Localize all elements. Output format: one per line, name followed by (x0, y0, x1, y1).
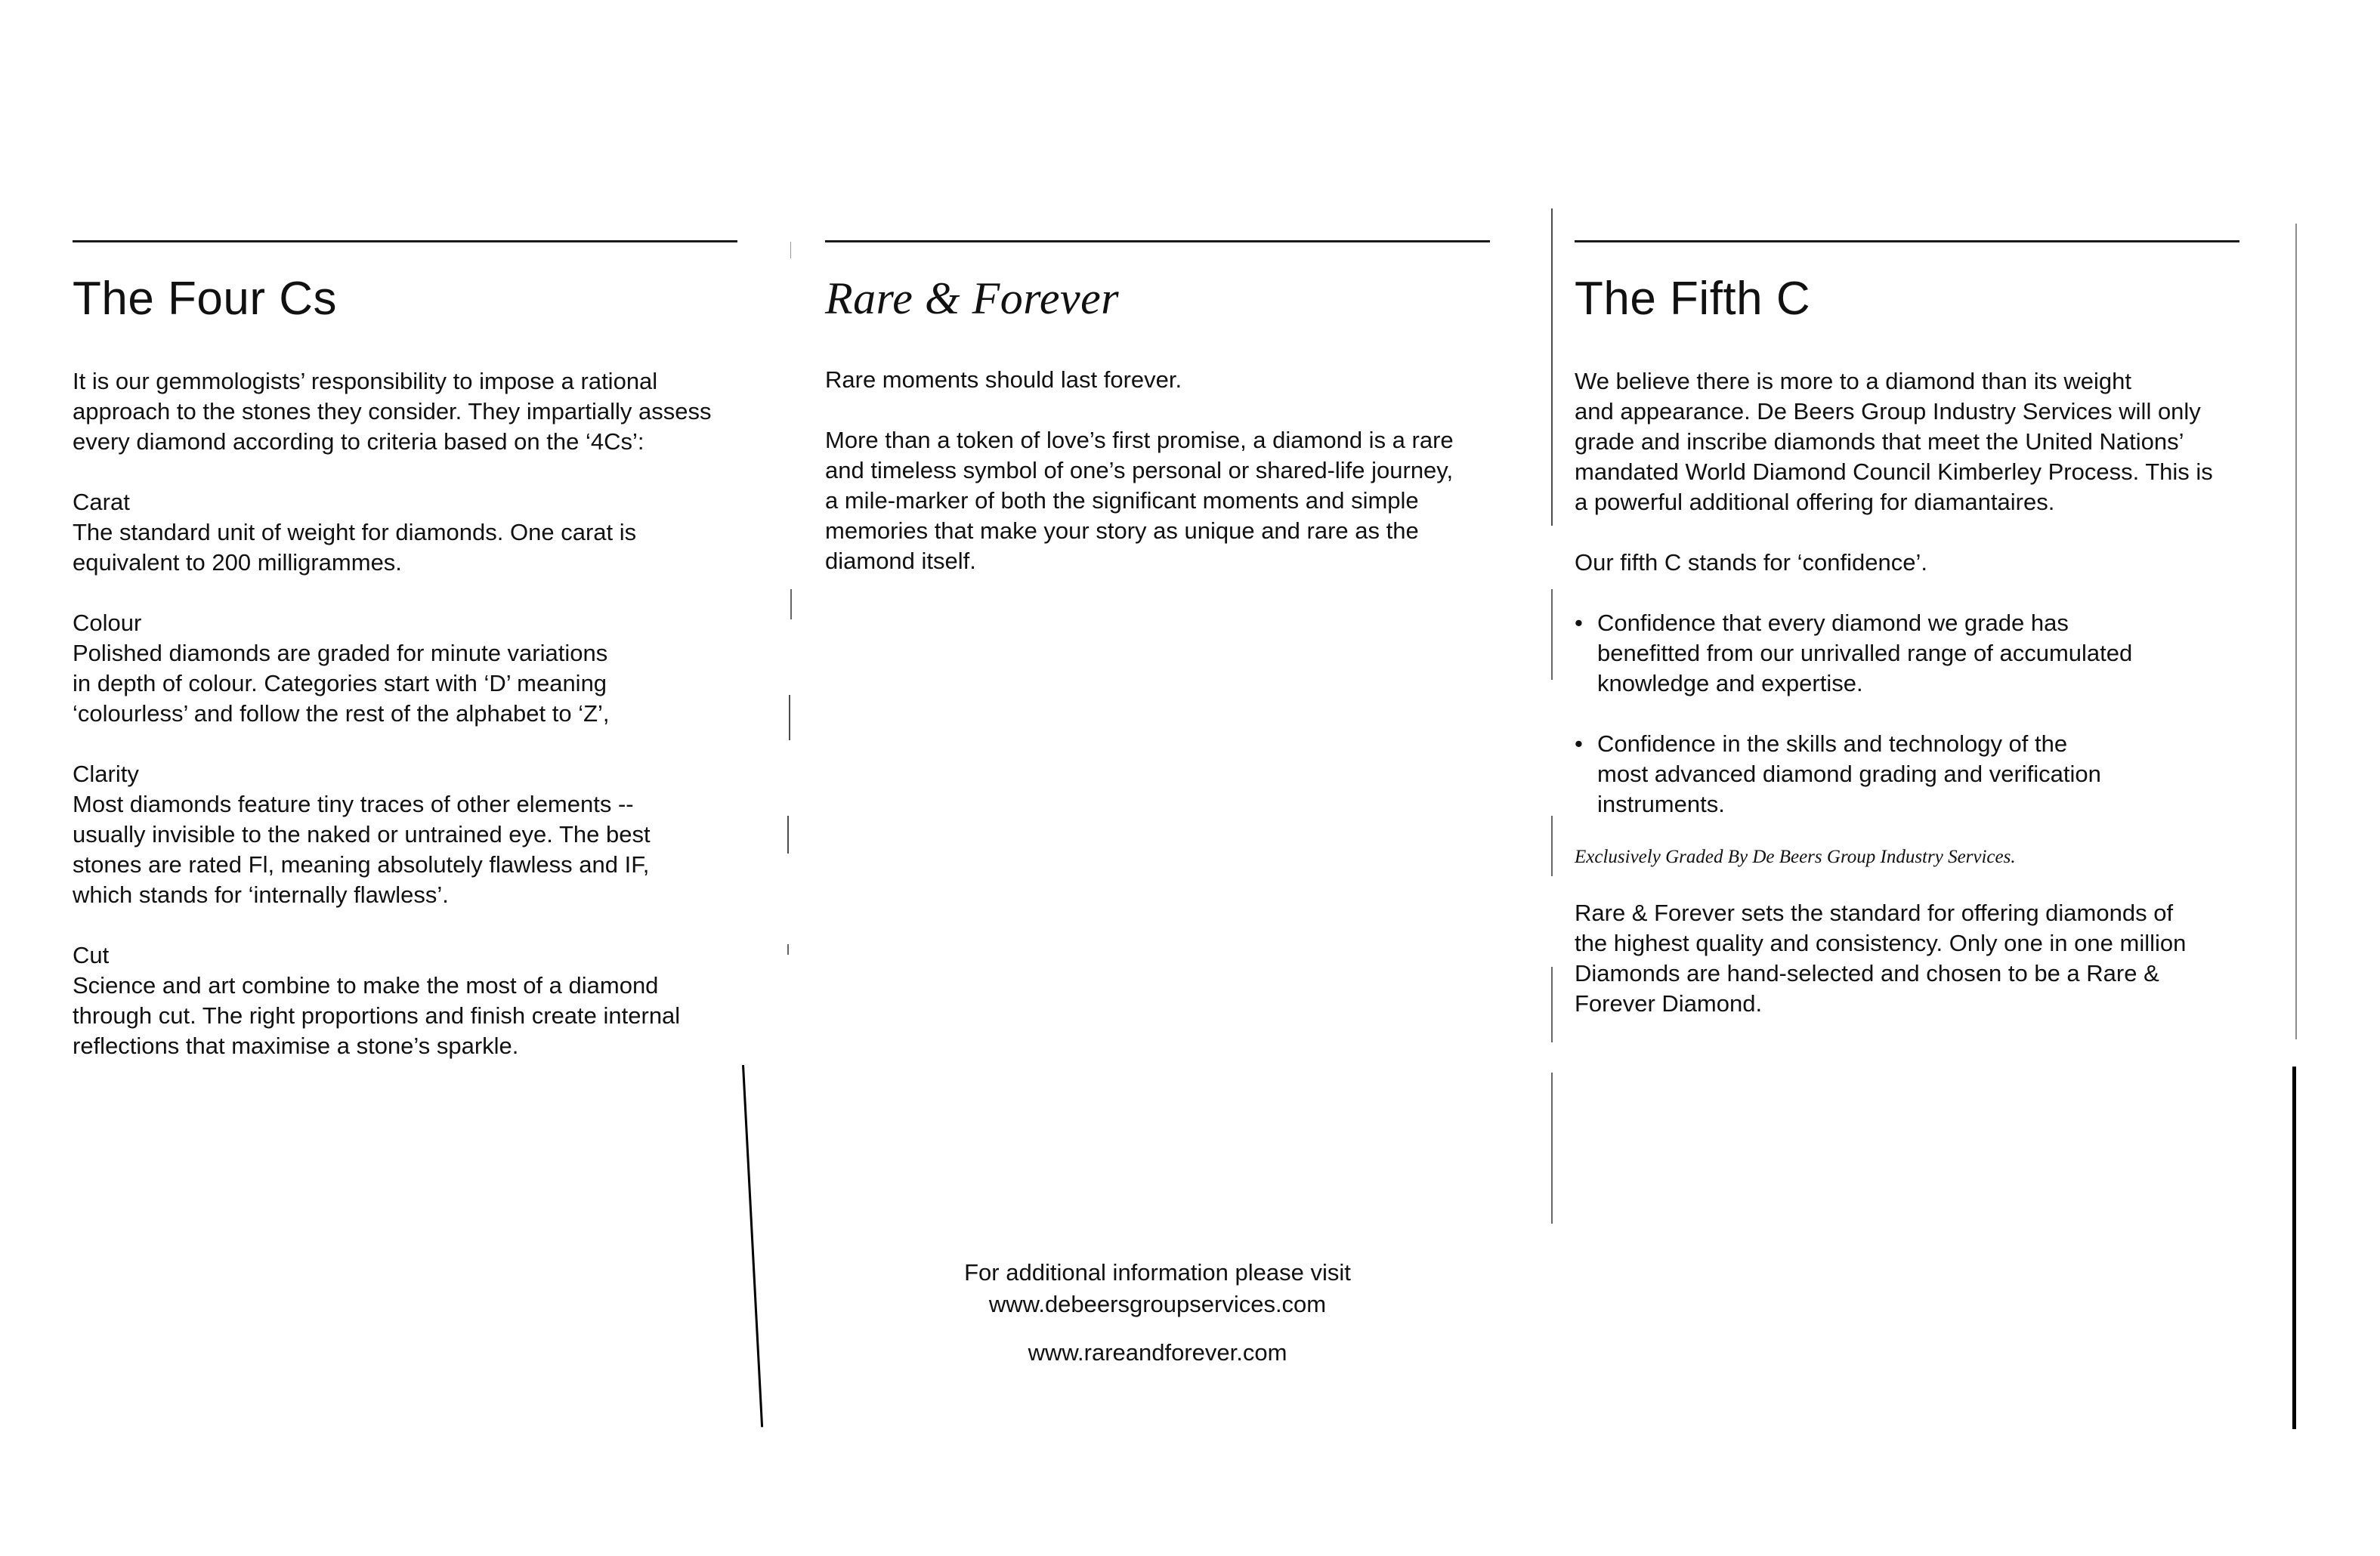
top-rule (1575, 240, 2239, 242)
clarity-line: stones are rated Fl, meaning absolutely flawless and IF, (73, 851, 650, 878)
closing-line: the highest quality and consistency. Only one in one million (1575, 930, 2187, 956)
fold-mark (789, 695, 790, 740)
four-cs-title: The Four Cs (73, 273, 338, 325)
intro-line: a powerful additional offering for diamantaires. (1575, 489, 2055, 515)
bullet-line: Confidence that every diamond we grade has (1597, 610, 2069, 636)
contact-footer (825, 1257, 1490, 1369)
fold-mark (787, 944, 789, 955)
intro-line: We believe there is more to a diamond than its weight (1575, 368, 2131, 394)
body-line: memories that make your story as unique and rare as the (825, 517, 1419, 544)
colour-line: Polished diamonds are graded for minute variations (73, 640, 608, 666)
top-rule (73, 240, 737, 242)
bullet-line: knowledge and expertise. (1597, 670, 1863, 696)
body-line: a mile-marker of both the significant moments and simple (825, 487, 1419, 514)
carat-line: The standard unit of weight for diamonds. One carat is (73, 519, 637, 545)
cut-heading: Cut (73, 942, 110, 968)
fold-mark (1551, 1073, 1553, 1224)
fifth-c-panel (1575, 240, 2239, 1019)
clarity-line: usually invisible to the naked or untrained eye. The best (73, 821, 651, 847)
bullet-line: Confidence in the skills and technology of the (1597, 730, 2068, 757)
exclusive-note: Exclusively Graded By De Beers Group Industry Services. (1575, 847, 2016, 867)
fold-mark (1551, 208, 1553, 526)
colour-line: ‘colourless’ and follow the rest of the alphabet to ‘Z’, (73, 700, 610, 727)
cut-line: Science and art combine to make the most of a diamond (73, 972, 659, 999)
bullet-line: instruments. (1597, 791, 1725, 817)
body-line: and timeless symbol of one’s personal or shared-life journey, (825, 457, 1454, 483)
intro-line: every diamond according to criteria based on the ‘4Cs’: (73, 428, 644, 455)
closing-line: Diamonds are hand-selected and chosen to be a Rare & (1575, 960, 2159, 986)
rare-forever-title: Rare & Forever (825, 273, 1120, 323)
carat-heading: Carat (73, 489, 130, 515)
body-line: More than a token of love’s first promise, a diamond is a rare (825, 427, 1454, 453)
intro-line: and appearance. De Beers Group Industry Services will only (1575, 398, 2201, 425)
tagline: Rare moments should last forever. (825, 366, 1182, 393)
closing-line: Rare & Forever sets the standard for offering diamonds of (1575, 900, 2174, 926)
fold-mark (2295, 224, 2297, 1039)
clarity-heading: Clarity (73, 761, 139, 787)
fold-mark (1551, 816, 1553, 876)
clarity-line: which stands for ‘internally flawless’. (73, 881, 449, 908)
rareandforever-url-link[interactable]: www.rareandforever.com (1028, 1339, 1287, 1366)
fold-mark (742, 1065, 763, 1427)
bullet-icon: • (1575, 610, 1583, 636)
colour-heading: Colour (73, 610, 142, 636)
body-line: diamond itself. (825, 548, 976, 574)
four-cs-panel (73, 240, 737, 1061)
bullet-icon: • (1575, 730, 1583, 757)
fold-mark (2292, 1067, 2296, 1429)
cut-line: reflections that maximise a stone’s sparkle. (73, 1033, 519, 1059)
top-rule (825, 240, 1490, 242)
fold-mark (790, 589, 792, 619)
intro-line: mandated World Diamond Council Kimberley Process. This is (1575, 458, 2213, 485)
rare-forever-panel (825, 240, 1490, 576)
clarity-line: Most diamonds feature tiny traces of other elements -- (73, 791, 634, 817)
fold-mark (790, 242, 791, 258)
bullet-item (1575, 729, 2239, 820)
closing-line: Forever Diamond. (1575, 990, 1763, 1017)
carat-line: equivalent to 200 milligrammes. (73, 549, 402, 576)
colour-line: in depth of colour. Categories start with ‘D’ meaning (73, 670, 607, 696)
bullet-line: most advanced diamond grading and verification (1597, 761, 2101, 787)
fifth-c-statement: Our fifth C stands for ‘confidence’. (1575, 549, 1927, 576)
intro-line: approach to the stones they consider. They impartially assess (73, 398, 712, 425)
intro-line: It is our gemmologists’ responsibility to impose a rational (73, 368, 658, 394)
fold-mark (1551, 589, 1553, 680)
visit-line: For additional information please visit (964, 1259, 1351, 1286)
bullet-line: benefitted from our unrivalled range of accumulated (1597, 640, 2133, 666)
intro-line: grade and inscribe diamonds that meet the United Nations’ (1575, 428, 2184, 455)
fifth-c-title: The Fifth C (1575, 273, 1811, 325)
cut-line: through cut. The right proportions and finish create internal (73, 1002, 681, 1029)
debeers-url-link[interactable]: www.debeersgroupservices.com (988, 1291, 1327, 1317)
fold-mark (1551, 967, 1553, 1042)
bullet-item (1575, 608, 2239, 699)
fold-mark (787, 816, 789, 854)
